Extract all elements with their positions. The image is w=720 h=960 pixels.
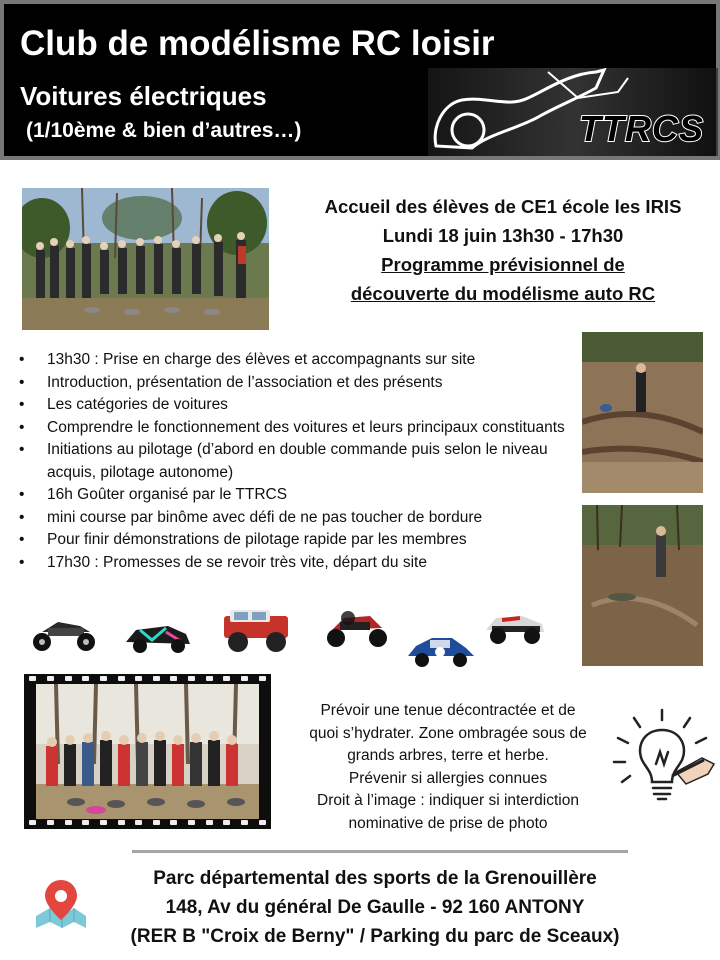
group-photo-autumn [36,684,259,819]
rally-car-image [122,618,194,656]
advice-line: quoi s’hydrater. Zone ombragée sous de [309,724,587,742]
list-item: • 17h30 : Promesses de se revoir très vite, départ du site [14,552,569,575]
monster-truggy-image [324,606,388,654]
list-item: • Initiations au pilotage (d’abord en double commande puis selon le niveau acquis, pilotage autonome) [14,439,569,484]
advice-block [292,700,604,835]
advice-line: Droit à l’image : indiquer si interdiction [317,792,579,809]
club-subtitle-scale: (1/10ème & bien d’autres…) [26,119,302,142]
club-title: Club de modélisme RC loisir [20,24,495,63]
track-photo-1 [582,332,703,493]
advice-line: Prévoir une tenue décontractée et de [320,702,576,719]
track-photo-2 [582,505,703,666]
film-perforations-top [24,676,271,683]
list-item: • Les catégories de voitures [14,394,569,417]
blue-classic-car-image [404,630,478,670]
list-item: • 13h30 : Prise en charge des élèves et accompagnants sur site [14,349,569,372]
group-photo-outdoor [22,188,269,330]
advice-line: nominative de prise de photo [348,814,548,832]
logo-text: TTRCS [579,108,704,149]
short-course-truck-image [482,608,548,648]
intro-block [296,192,710,308]
header-banner [0,0,720,160]
intro-date: Lundi 18 juin 13h30 - 17h30 [382,225,624,246]
list-item: • Comprendre le fonctionnement des voitures et leurs principaux constituants [14,417,569,440]
filmstrip-group-photo [24,674,271,829]
program-list [14,349,569,574]
map-pin-icon [32,878,90,930]
buggy-car-image [28,612,100,654]
rc-cars-row [22,600,562,680]
ttrcs-logo [428,68,718,156]
venue-name: Parc départemental des sports de la Grenouillère [153,868,597,889]
list-item: • 16h Goûter organisé par le TTRCS [14,484,569,507]
list-item: • Introduction, présentation de l’association et des présents [14,372,569,395]
advice-line: Prévenir si allergies connues [348,769,548,787]
address-block [110,864,640,951]
section-divider [132,850,628,853]
list-item: • mini course par binôme avec défi de ne pas toucher de bordure [14,507,569,530]
film-perforations-bottom [24,820,271,827]
lightbulb-hand-icon [606,704,716,814]
club-subtitle: Voitures électriques [20,81,267,111]
venue-address: 148, Av du général De Gaulle - 92 160 ANTONY [165,897,585,918]
red-truck-image [218,606,294,656]
intro-program-title: Programme prévisionnel de [381,254,625,275]
list-item: • Pour finir démonstrations de pilotage rapide par les membres [14,529,569,552]
intro-welcome: Accueil des élèves de CE1 école les IRIS [324,196,682,217]
intro-program-title-2: découverte du modélisme auto RC [350,283,656,304]
venue-access: (RER B "Croix de Berny" / Parking du parc de Sceaux) [130,926,620,947]
advice-line: grands arbres, terre et herbe. [347,747,549,764]
